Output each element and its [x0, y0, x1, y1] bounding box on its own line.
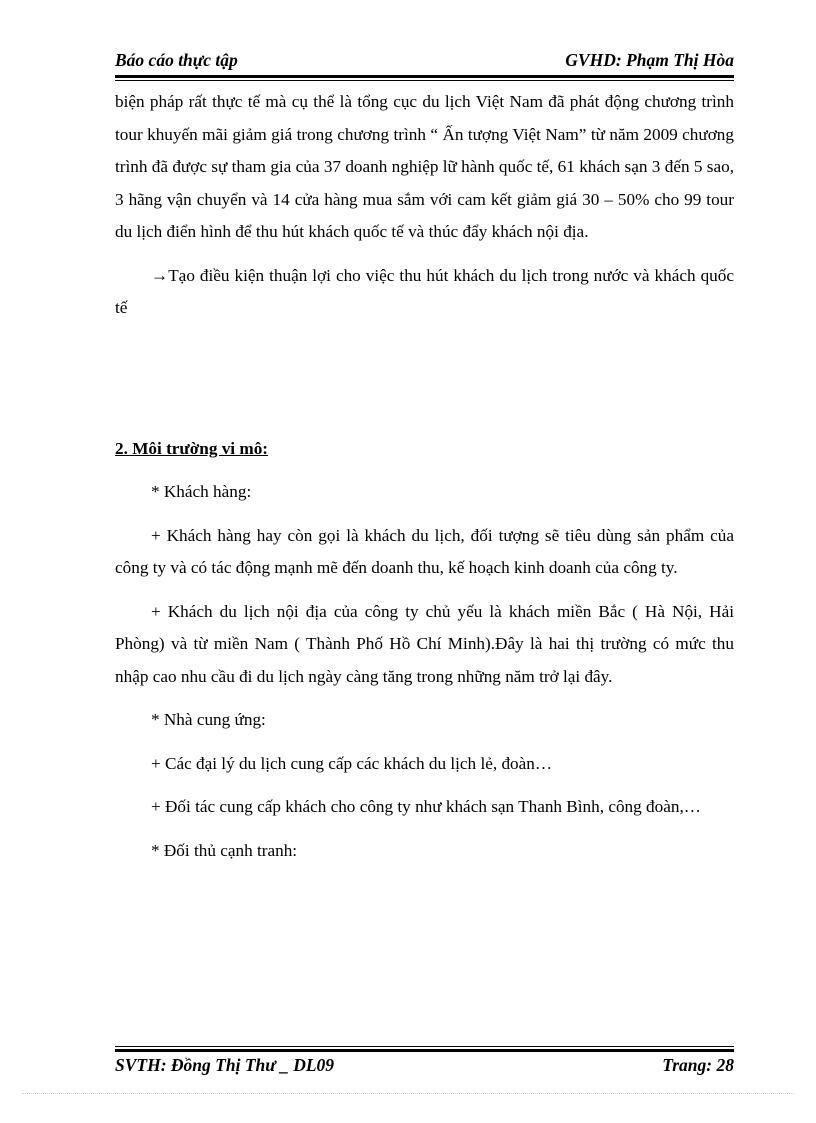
page-body	[115, 86, 734, 867]
section-heading: 2. Môi trường vi mô:	[115, 438, 269, 458]
paragraph-domestic-customers: + Khách du lịch nội địa của công ty chủ yếu là khách miền Bắc ( Hà Nội, Hải Phòng) và từ miền Nam ( Thành Phố Hồ Chí Minh).Đây là hai thị trường có mức thu nhập cao nhu cầu đi du lịch ngày càng tăng trong những năm trở lại đây.	[115, 601, 734, 686]
footer-rule	[115, 1046, 734, 1052]
student-name: SVTH: Đồng Thị Thư _ DL09	[115, 1055, 335, 1075]
page-bottom-border	[22, 1093, 794, 1094]
page-number: Trang: 28	[662, 1055, 734, 1075]
supervisor-name: GVHD: Phạm Thị Hòa	[565, 50, 734, 70]
subheading-suppliers: * Nhà cung ứng:	[151, 710, 266, 729]
report-title: Báo cáo thực tập	[115, 50, 238, 70]
subheading-competitors: * Đối thủ cạnh tranh:	[151, 840, 298, 860]
paragraph-conclusion: →Tạo điều kiện thuận lợi cho việc thu hút khách du lịch trong nước và khách quốc tế	[115, 265, 734, 317]
paragraph-agencies: + Các đại lý du lịch cung cấp các khách du lịch lẻ, đoàn…	[151, 753, 553, 773]
header-rule	[115, 75, 734, 81]
subheading-customers: * Khách hàng:	[151, 482, 252, 501]
page-footer	[115, 1055, 734, 1076]
paragraph-promotion: biện pháp rất thực tế mà cụ thể là tổng cục du lịch Việt Nam đã phát động chương trình tour khuyến mãi giảm giá trong chương trình “ Ấn tượng Việt Nam” từ năm 2009 chương trình đã được sự tham gia của 37 doanh nghiệp lữ hành quốc tế, 61 khách sạn 3 đến 5 sao, 3 hãng vận chuyển và 14 cửa hàng mua sắm với cam kết giảm giá 30 – 50% cho 99 tour du lịch điển hình để thu hút khách quốc tế và thúc đẩy khách nội địa.	[115, 92, 734, 241]
page-header	[115, 50, 734, 71]
paragraph-partners: + Đối tác cung cấp khách cho công ty như khách sạn Thanh Bình, công đoàn,…	[151, 797, 701, 816]
paragraph-customers: + Khách hàng hay còn gọi là khách du lịch, đối tượng sẽ tiêu dùng sản phẩm của công ty và có tác động mạnh mẽ đến doanh thu, kế hoạch kinh doanh của công ty.	[115, 525, 734, 577]
